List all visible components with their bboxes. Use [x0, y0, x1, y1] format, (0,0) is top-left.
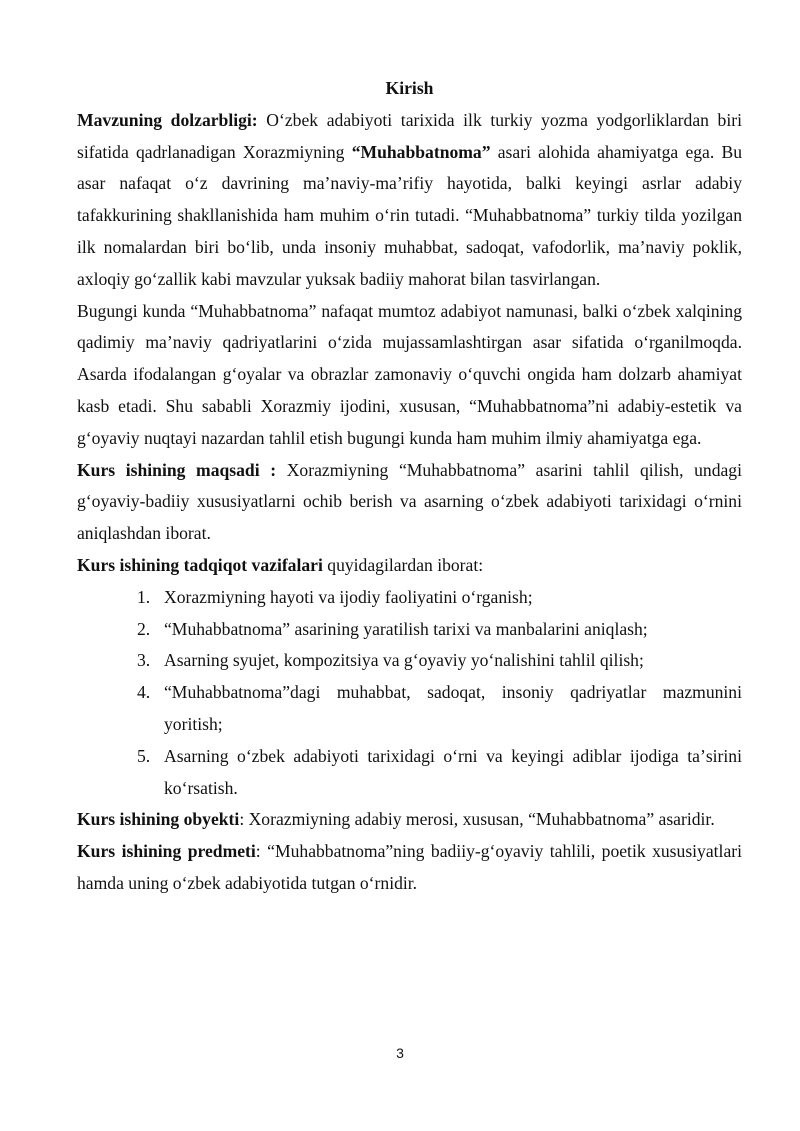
list-item-text: “Muhabbatnoma” asarining yaratilish tarixi va manbalarini aniqlash;	[164, 618, 648, 639]
object-label: Kurs ishining obyekti	[77, 809, 240, 830]
relevance-text-1: Oʻzbek adabiyoti tarixida ilk turkiy yozma yodgorliklardan biri sifatida qadrlanadigan Xorazmiyning	[77, 109, 742, 162]
work-title-bold: “Muhabbatnoma”	[351, 141, 491, 162]
list-number: 5.	[137, 745, 151, 766]
list-item-text: “Muhabbatnoma”dagi muhabbat, sadoqat, insoniy qadriyatlar mazmunini yoritish;	[164, 682, 742, 734]
relevance-paragraph	[77, 105, 742, 296]
subject-label: Kurs ishining predmeti	[77, 841, 256, 862]
tasks-label: Kurs ishining tadqiqot vazifalari	[77, 554, 323, 575]
list-item-text: Xorazmiyning hayoti va ijodiy faoliyatini oʻrganish;	[164, 586, 533, 607]
subject-text: : “Muhabbatnoma”ning badiiy-gʻoyaviy tahlili, poetik xususiyatlari hamda uning oʻzbek adabiyotida tutgan oʻrnidir.	[77, 841, 742, 893]
list-item-text: Asarning syujet, kompozitsiya va gʻoyaviy yoʻnalishini tahlil qilish;	[164, 650, 644, 671]
list-item	[77, 677, 742, 741]
subject-paragraph	[77, 836, 742, 900]
tasks-intro-text: quyidagilardan iborat:	[322, 554, 484, 575]
relevance-label: Mavzuning dolzarbligi:	[77, 109, 258, 130]
relevance-paragraph-2: Bugungi kunda “Muhabbatnoma” nafaqat mumtoz adabiyot namunasi, balki oʻzbek xalqining qadimiy maʼnaviy qadriyatlarini oʻzida mujassamlashtirgan asar sifatida oʻrganilmoqda. Asarda ifodalangan gʻoyalar va obrazlar zamonaviy oʻquvchi ongida ham dolzarb ahamiyat kasb etadi. Shu sababli Xorazmiy ijodini, xususan, “Muhabbatnoma”ni adabiy-estetik va gʻoyaviy nuqtayi nazardan tahlil etish bugungi kunda ham muhim ilmiy ahamiyatga ega.	[77, 300, 742, 448]
list-item	[77, 614, 742, 646]
list-number: 1.	[137, 586, 151, 607]
tasks-intro	[77, 550, 742, 582]
list-number: 3.	[137, 650, 151, 671]
tasks-list	[77, 582, 742, 805]
list-item	[77, 741, 742, 805]
list-number: 2.	[137, 618, 151, 639]
goal-text: Xorazmiyning “Muhabbatnoma” asarini tahlil qilish, undagi gʻoyaviy-badiiy xususiyatlarni ochib berish va asarning oʻzbek adabiyoti tarixidagi oʻrnini aniqlashdan iborat.	[77, 459, 742, 544]
goal-paragraph	[77, 455, 742, 550]
object-text: : Xorazmiyning adabiy merosi, xususan, “Muhabbatnoma” asaridir.	[239, 809, 715, 830]
list-number: 4.	[137, 682, 151, 703]
relevance-text-2: asari alohida ahamiyatga ega. Bu asar nafaqat oʻz davrining maʼnaviy-maʼrifiy hayotida, balki keyingi asrlar adabiy tafakkurining shakllanishida ham muhim oʻrin tutadi. “Muhabbatnoma” turkiy tilda yozilgan ilk nomalardan biri boʻlib, unda insoniy muhabbat, sadoqat, vafodorlik, maʼnaviy poklik, axloqiy goʻzallik kabi mavzular yuksak badiiy mahorat bilan tasvirlangan.	[77, 141, 743, 289]
page-title: Kirish	[385, 78, 434, 98]
list-item	[77, 645, 742, 677]
list-item	[77, 582, 742, 614]
list-item-text: Asarning oʻzbek adabiyoti tarixidagi oʻrni va keyingi adiblar ijodiga taʼsirini koʻrsatish.	[164, 745, 742, 798]
goal-label: Kurs ishining maqsadi :	[77, 459, 277, 480]
object-paragraph	[77, 804, 742, 836]
document-body	[77, 73, 742, 900]
page-number: 3	[396, 1045, 404, 1061]
